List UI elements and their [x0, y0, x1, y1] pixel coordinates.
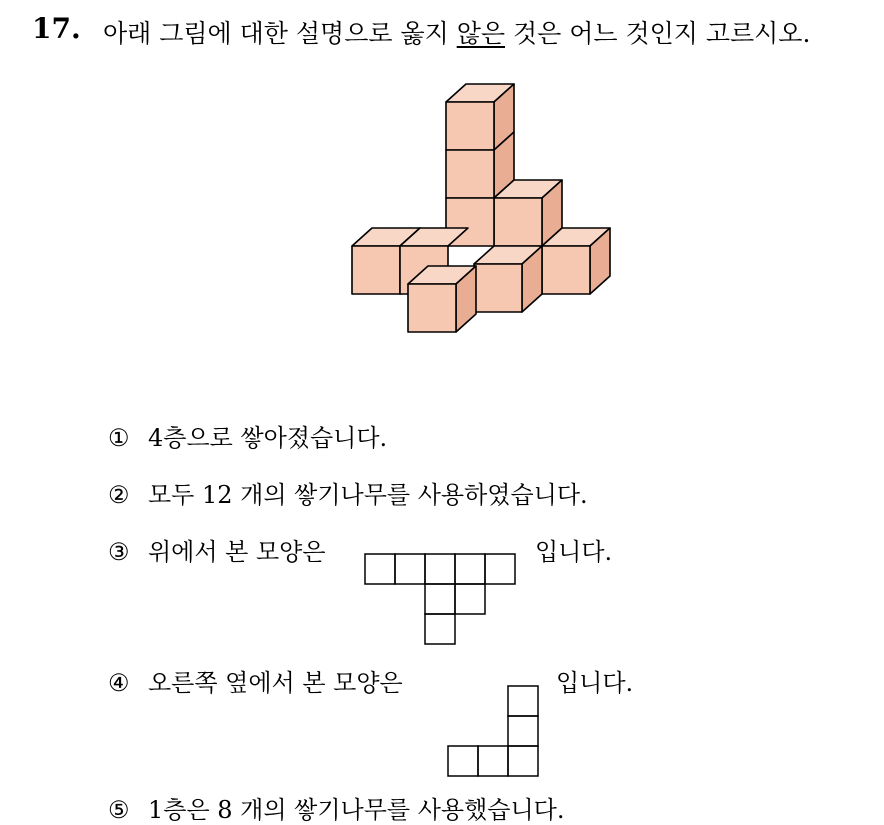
option-3-suffix: 입니다. [535, 538, 613, 566]
cube [446, 84, 514, 150]
stacked-cubes-figure [350, 82, 614, 336]
option-5-mark: ⑤ [108, 796, 130, 824]
option-1-mark: ① [108, 424, 130, 452]
question-text [103, 14, 810, 50]
question-text-underlined: 않은 [456, 19, 505, 48]
option-1[interactable] [108, 418, 387, 453]
option-2-mark: ② [108, 481, 130, 509]
cube [408, 266, 476, 332]
option-4-text: 오른쪽 옆에서 본 모양은 [148, 669, 403, 697]
question-text-before: 아래 그림에 대한 설명으로 옳지 [103, 19, 457, 48]
option-4-mark: ④ [108, 669, 130, 697]
question-number: 17. [32, 12, 81, 45]
right-side-view-grid [446, 685, 540, 779]
top-view-grid [364, 553, 518, 647]
option-3-text: 위에서 본 모양은 [148, 538, 326, 566]
option-4-suffix: 입니다. [556, 669, 634, 697]
option-3[interactable] [108, 532, 326, 567]
option-2-text: 모두 12 개의 쌓기나무를 사용하였습니다. [148, 481, 588, 509]
option-3-mark: ③ [108, 538, 130, 566]
option-2[interactable] [108, 475, 588, 510]
cube [474, 246, 542, 312]
option-1-text: 4층으로 쌓아졌습니다. [148, 424, 388, 452]
question-text-after: 것은 어느 것인지 고르시오. [505, 19, 811, 48]
option-5[interactable] [108, 790, 564, 825]
option-4[interactable] [108, 663, 403, 698]
cube [494, 180, 562, 246]
cube [542, 228, 610, 294]
option-5-text: 1층은 8 개의 쌓기나무를 사용했습니다. [148, 796, 565, 824]
